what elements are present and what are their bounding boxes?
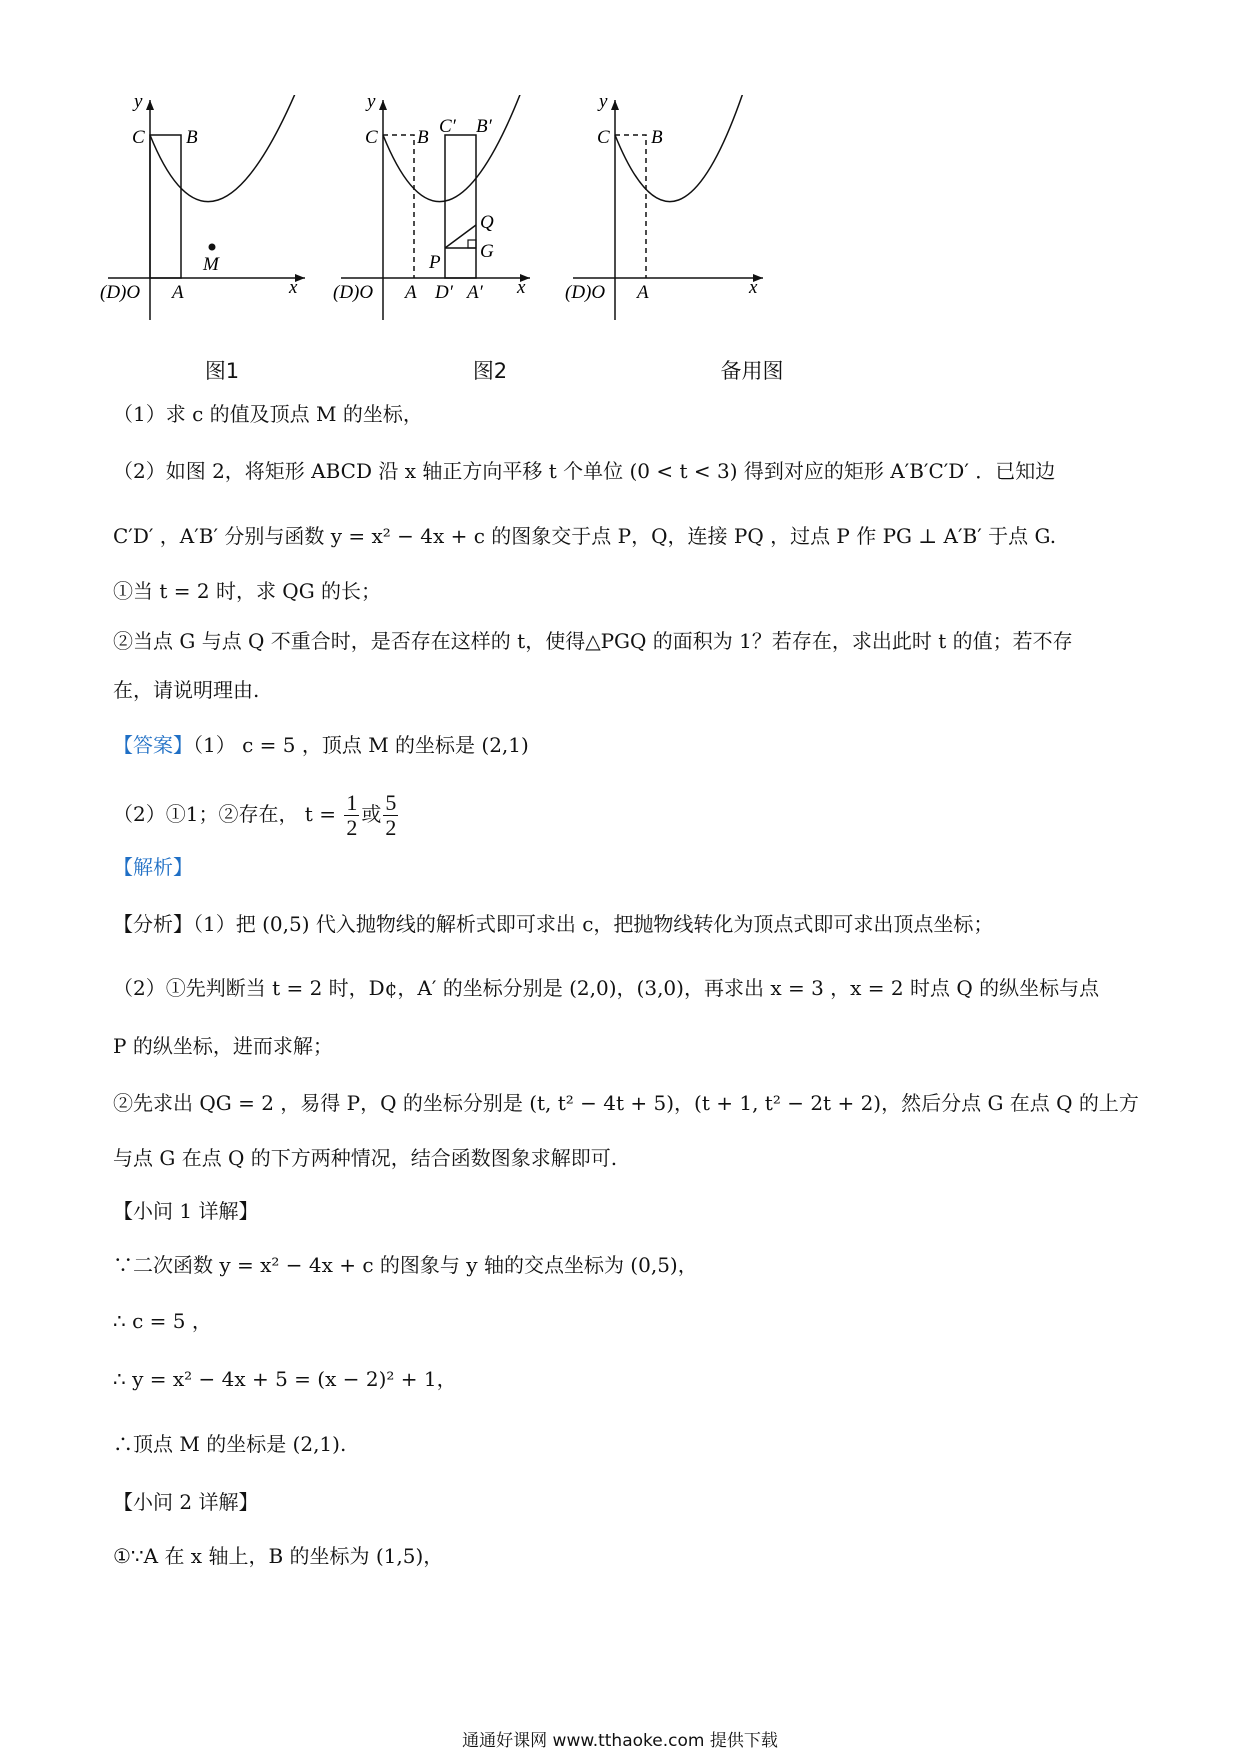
fig2-do-label: (D)O xyxy=(333,282,374,303)
fig2-y-label: y xyxy=(367,95,376,112)
figure-2 xyxy=(333,95,543,344)
analysis-part-1: 【分析】（1）把 (0,5) 代入抛物线的解析式即可求出 c，把抛物线转化为顶点式即可求出顶点坐标； xyxy=(113,912,994,936)
fig2-a-label: A xyxy=(405,282,417,303)
fraction-2-numerator: 5 xyxy=(385,790,397,815)
fraction-five-halves xyxy=(383,791,398,840)
fraction-1-denominator: 2 xyxy=(346,815,358,840)
fig3-a-label: A xyxy=(637,282,649,303)
figure-1-caption: 图1 xyxy=(204,359,240,383)
fig1-x-label: x xyxy=(289,277,298,298)
fig2-b-prime-label: B′ xyxy=(476,116,492,137)
fig1-a-label: A xyxy=(172,282,184,303)
subquestion-2-heading: 【小问 2 详解】 xyxy=(113,1490,259,1514)
figure-1-graph xyxy=(100,95,320,340)
fraction-1-numerator: 1 xyxy=(346,790,358,815)
fig2-q-label: Q xyxy=(480,212,494,233)
fig1-m-label: M xyxy=(203,254,219,275)
fig3-y-label: y xyxy=(599,95,608,112)
fig2-d-prime-label: D′ xyxy=(435,282,453,303)
solution-1-line-2: ∴ c = 5 ， xyxy=(113,1309,212,1333)
page-footer: 通通好课网 www.tthaoke.com 提供下载 xyxy=(462,1731,778,1751)
figure-2-caption: 图2 xyxy=(472,359,508,383)
answer-tag: 【答案】 xyxy=(113,733,193,757)
fig1-do-label: (D)O xyxy=(100,282,141,303)
fig2-c-prime-label: C′ xyxy=(439,116,456,137)
fraction-one-half xyxy=(344,791,359,840)
fig2-g-label: G xyxy=(480,241,494,262)
fig3-x-label: x xyxy=(749,277,758,298)
figure-3-graph xyxy=(565,95,775,340)
fig1-b-label: B xyxy=(186,127,198,148)
analysis-part-2-line-2: P 的纵坐标，进而求解； xyxy=(113,1034,333,1058)
figure-1 xyxy=(100,95,320,344)
fig2-x-label: x xyxy=(517,277,526,298)
solution-2-line-1: ①∵A 在 x 轴上，B 的坐标为 (1,5)， xyxy=(113,1544,444,1568)
question-2-line-2: C′D′ ，A′B′ 分别与函数 y = x² − 4x + c 的图象交于点 P，Q，连接 PQ ，过点 P 作 PG ⊥ A′B′ 于点 G. xyxy=(113,524,1057,548)
figure-3 xyxy=(565,95,775,344)
analysis-part-3-line-1: ②先求出 QG = 2 ，易得 P，Q 的坐标分别是 (t, t² − 4t + 5)，(t + 1, t² − 2t + 2)，然后分点 G 在点 Q 的上方 xyxy=(113,1091,1139,1115)
question-2-line-1: （2）如图 2，将矩形 ABCD 沿 x 轴正方向平移 t 个单位 (0 < t < 3) 得到对应的矩形 A′B′C′D′ ．已知边 xyxy=(113,459,1056,483)
solution-1-line-3: ∴ y = x² − 4x + 5 = (x − 2)² + 1， xyxy=(113,1367,457,1391)
figure-3-caption: 备用图 xyxy=(720,359,784,383)
answer-line-1 xyxy=(113,730,529,760)
fig2-c-label: C xyxy=(365,127,378,148)
fig2-p-label: P xyxy=(429,252,441,273)
fig1-y-label: y xyxy=(134,95,143,112)
answer-1: （1） c = 5 ，顶点 M 的坐标是 (2,1) xyxy=(193,733,529,757)
solution-1-line-4: ∴顶点 M 的坐标是 (2,1). xyxy=(113,1432,347,1456)
fig1-c-label: C xyxy=(132,127,145,148)
solution-1-line-1: ∵二次函数 y = x² − 4x + c 的图象与 y 轴的交点坐标为 (0,5)， xyxy=(113,1253,698,1277)
analysis-part-3-line-2: 与点 G 在点 Q 的下方两种情况，结合函数图象求解即可. xyxy=(113,1146,618,1170)
fig3-b-label: B xyxy=(651,127,663,148)
fig3-do-label: (D)O xyxy=(565,282,606,303)
answer-2-or: 或 xyxy=(361,802,382,826)
analysis-part-2-line-1: （2）①先判断当 t = 2 时，D¢，A′ 的坐标分别是 (2,0)，(3,0)，再求出 x = 3 ，x = 2 时点 Q 的纵坐标与点 xyxy=(113,976,1100,1000)
question-2-sub-1: ①当 t = 2 时，求 QG 的长； xyxy=(113,579,382,603)
fig2-a-prime-label: A′ xyxy=(467,282,483,303)
fig2-b-label: B xyxy=(417,127,429,148)
answer-2-prefix: （2）①1；②存在， t = xyxy=(113,802,336,826)
fraction-2-denominator: 2 xyxy=(385,815,397,840)
fig3-c-label: C xyxy=(597,127,610,148)
subquestion-1-heading: 【小问 1 详解】 xyxy=(113,1199,259,1223)
question-2-sub-2: ②当点 G 与点 Q 不重合时，是否存在这样的 t，使得△PGQ 的面积为 1？若存在，求出此时 t 的值；若不存 xyxy=(113,629,1073,653)
question-1: （1）求 c 的值及顶点 M 的坐标， xyxy=(113,402,423,426)
figure-2-graph xyxy=(333,95,543,340)
question-2-sub-2-cont: 在，请说明理由. xyxy=(113,678,260,702)
answer-line-2 xyxy=(113,786,400,842)
analysis-heading: 【解析】 xyxy=(113,855,193,879)
